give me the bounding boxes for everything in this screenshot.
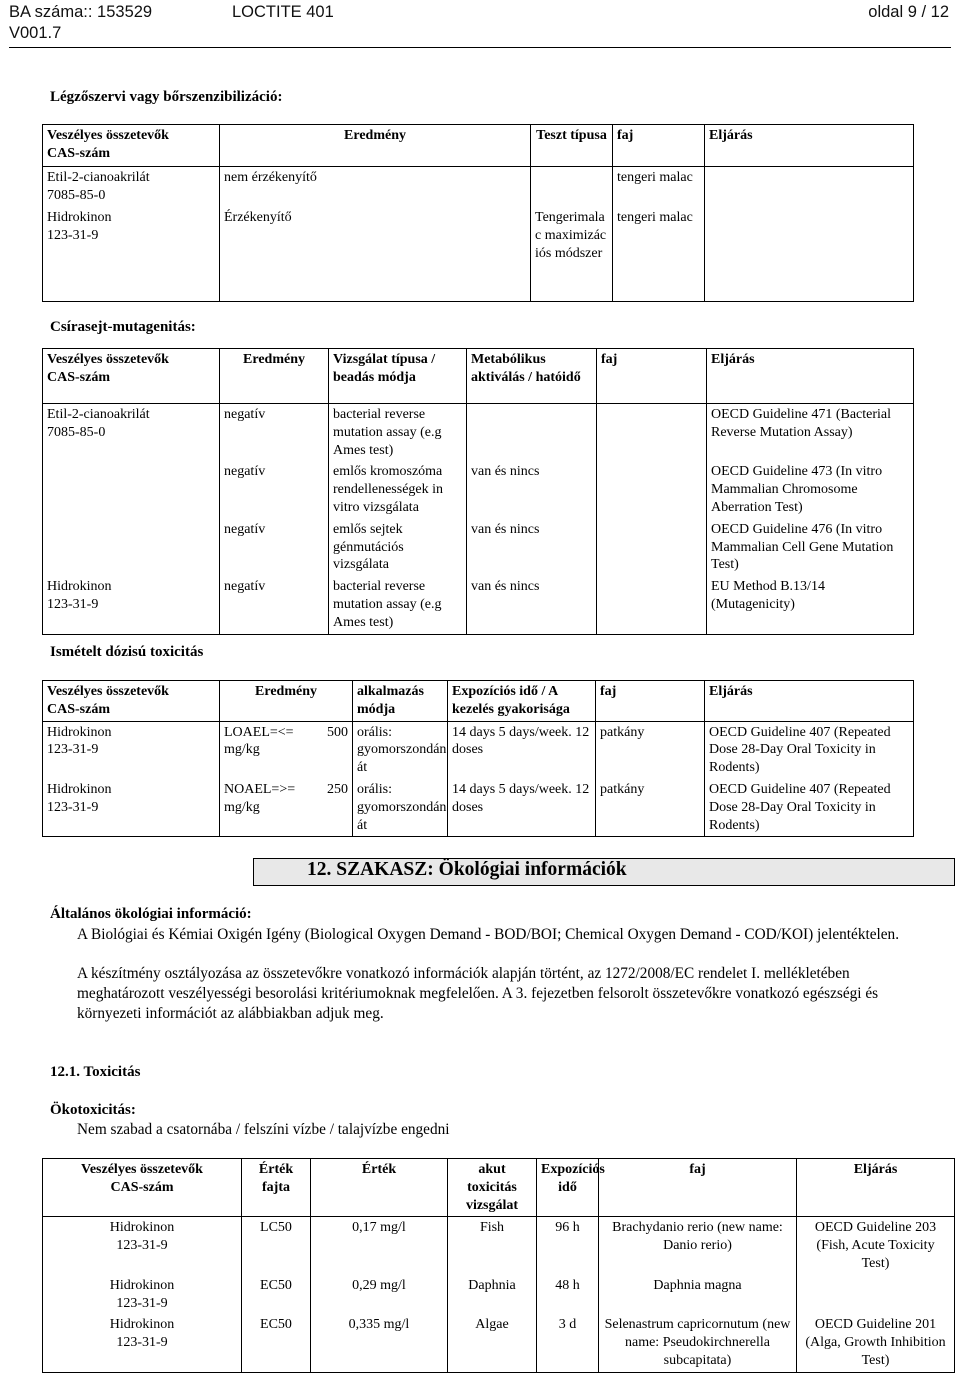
table-cell: 123-31-9 (47, 799, 99, 815)
sensitization-table (42, 124, 914, 302)
table-cell: patkány (596, 721, 705, 779)
table-cell: 123-31-9 (116, 1335, 168, 1351)
table-cell: OECD Guideline 471 (Bacterial Reverse Mutation Assay) (707, 404, 914, 462)
table-cell: OECD Guideline 201 (Alga, Growth Inhibition Test) (797, 1314, 955, 1372)
table-cell: tengeri malac (613, 207, 705, 302)
table-cell (705, 207, 914, 302)
page-number: oldal 9 / 12 (868, 3, 949, 21)
table-cell: Selenastrum capricornutum (new name: Pseudokirchnerella subcapitata) (599, 1314, 797, 1372)
table-cell: Hidrokinon (109, 1317, 175, 1333)
table-cell: 123-31-9 (47, 227, 99, 243)
doc-number: BA száma:: 153529 (9, 3, 153, 21)
table-cell: Algae (448, 1314, 537, 1372)
repeated-dose-title: Ismételt dózisú toxicitás (50, 644, 204, 660)
sensitization-title: Légzőszervi vagy bőrszenzibilizáció: (50, 89, 283, 105)
table-cell: LC50 (242, 1217, 311, 1275)
ecotoxicity-title: Ökotoxicitás: (50, 1102, 136, 1118)
table-cell: orális: gyomorszondán át (353, 721, 448, 779)
table-cell: OECD Guideline 203 (Fish, Acute Toxicity Test) (797, 1217, 955, 1275)
table-cell: Hidrokinon (109, 1220, 175, 1236)
table-cell (531, 167, 613, 208)
table-cell: EC50 (242, 1314, 311, 1372)
table-cell: Brachydanio rerio (new name: Danio rerio) (599, 1217, 797, 1275)
table-cell: 0,17 mg/l (311, 1217, 448, 1275)
table-header-row (43, 125, 914, 167)
table-cell: OECD Guideline 407 (Repeated Dose 28-Day Oral Toxicity in Rodents) (705, 721, 914, 779)
table-cell: OECD Guideline 407 (Repeated Dose 28-Day Oral Toxicity in Rodents) (705, 779, 914, 837)
toxicity-title: 12.1. Toxicitás (50, 1064, 141, 1080)
table-cell: 7085-85-0 (47, 187, 106, 203)
table-cell (43, 404, 220, 577)
table-cell: Etil-2-cianoakrilát (47, 170, 150, 185)
table-cell: CAS-szám (110, 1179, 174, 1195)
table-cell: bacterial reverse mutation assay (e.g Ames test) (329, 576, 467, 634)
table-cell: Érzékenyítő (220, 207, 531, 302)
table-cell (43, 681, 220, 722)
table-cell: Expozíciós idő (537, 1159, 599, 1217)
table-cell: orális: gyomorszondán át (353, 779, 448, 837)
mutagenicity-table (42, 348, 914, 635)
table-cell (43, 207, 220, 302)
table-cell: Vizsgálat típusa / beadás módja (329, 349, 467, 404)
table-row (43, 1217, 955, 1275)
table-row (43, 779, 914, 837)
table-cell (220, 721, 353, 779)
table-cell: 0,29 mg/l (311, 1275, 448, 1315)
table-cell: Veszélyes összetevők (47, 684, 169, 699)
table-cell: EC50 (242, 1275, 311, 1315)
table-cell: Tengerimalac maximizációs módszer (531, 207, 613, 302)
table-cell: negatív (220, 576, 329, 634)
table-cell: negatív (220, 519, 329, 576)
table-cell (597, 404, 707, 462)
eco-paragraph-1: A Biológiai és Kémiai Oxigén Igény (Biological Oxygen Demand - BOD/BOI; Chemical Oxygen Demand - COD/KOI) jelentéktelen. (77, 926, 900, 943)
page-header (9, 0, 949, 46)
product-name: LOCTITE 401 (232, 3, 334, 21)
ecotoxicity-text: Nem szabad a csatornába / felszíni vízbe / talajvízbe engedni (77, 1121, 450, 1138)
table-row (43, 404, 914, 462)
table-cell: Érték fajta (242, 1159, 311, 1217)
table-cell: OECD Guideline 473 (In vitro Mammalian Chromosome Aberration Test) (707, 461, 914, 518)
table-cell: NOAEL=>= (224, 781, 296, 797)
table-header-row (43, 1159, 955, 1217)
table-cell: OECD Guideline 476 (In vitro Mammalian Cell Gene Mutation Test) (707, 519, 914, 576)
table-cell (613, 167, 705, 208)
table-cell: 123-31-9 (47, 742, 99, 758)
table-cell (43, 125, 220, 167)
table-cell: Expozíciós idő / A kezelés gyakorisága (448, 681, 596, 722)
table-cell: patkány (596, 779, 705, 837)
table-cell: negatív (220, 404, 329, 462)
table-cell: Veszélyes összetevők (47, 352, 169, 367)
section-12-title: 12. SZAKASZ: Ökológiai információk (307, 859, 627, 880)
table-row (43, 1314, 955, 1372)
table-cell: Hidrokinon (47, 579, 112, 595)
table-cell: Hidrokinon (47, 724, 112, 740)
table-cell: 96 h (537, 1217, 599, 1275)
table-row (43, 207, 914, 302)
version: V001.7 (9, 24, 62, 42)
header-species: faj (613, 125, 705, 167)
table-cell: mg/kg (224, 799, 260, 815)
table-cell (43, 1159, 242, 1217)
table-cell: Fish (448, 1217, 537, 1275)
table-cell: Veszélyes összetevők (81, 1162, 203, 1177)
table-cell (43, 167, 220, 208)
table-cell: faj (596, 681, 705, 722)
table-cell: bacterial reverse mutation assay (e.g Ames test) (329, 404, 467, 462)
table-cell: CAS-szám (47, 369, 110, 385)
table-cell: van és nincs (467, 461, 597, 518)
table-cell (43, 721, 220, 779)
table-cell: Hidrokinon (47, 210, 112, 225)
table-row (43, 576, 914, 634)
table-cell: 14 days 5 days/week. 12 doses (448, 779, 596, 837)
table-cell: Metabólikus aktiválás / hatóidő (467, 349, 597, 404)
table-row (43, 1275, 955, 1315)
table-cell: emlős kromoszóma rendellenességek in vitro vizsgálata (329, 461, 467, 518)
table-cell: Érték (311, 1159, 448, 1217)
table-cell: Eljárás (797, 1159, 955, 1217)
table-cell (224, 724, 348, 742)
table-cell (467, 404, 597, 462)
table-row (43, 721, 914, 779)
header-method: Eljárás (705, 125, 914, 167)
table-cell: CAS-szám (47, 701, 110, 717)
table-cell: emlős sejtek génmutációs vizsgálata (329, 519, 467, 576)
header-result: Eredmény (220, 125, 531, 167)
table-cell: Eljárás (705, 681, 914, 722)
table-cell (797, 1275, 955, 1315)
table-cell: Hidrokinon (109, 1277, 175, 1293)
table-cell: Hidrokinon (47, 781, 112, 797)
table-header-row (43, 681, 914, 722)
eco-general-title: Általános ökológiai információ: (50, 906, 252, 922)
table-cell: faj (597, 349, 707, 404)
table-cell (597, 461, 707, 518)
table-cell: Daphnia (448, 1275, 537, 1315)
table-cell: Eljárás (707, 349, 914, 404)
header-component: Veszélyes összetevők (47, 128, 169, 143)
table-cell (43, 1217, 242, 1275)
eco-paragraph-2: A készítmény osztályozása az összetevőkre vonatkozó információk alapján történt, az 1272/2008/EC rendelet I. mellékletében meghatározott veszélyességi besorolási kritériumoknak megfelelően. A 3. fejezetben felsorolt összetevőkre vonatkozó egészségi és környezeti információt az alábbiakban adjuk meg. (77, 965, 879, 1022)
ecotoxicity-table (42, 1158, 955, 1373)
table-cell: 48 h (537, 1275, 599, 1315)
table-cell: Etil-2-cianoakrilát (47, 407, 150, 422)
table-cell: Daphnia magna (599, 1275, 797, 1315)
table-cell: 250 (327, 781, 348, 797)
table-cell (597, 519, 707, 576)
table-cell: EU Method B.13/14 (Mutagenicity) (707, 576, 914, 634)
header-divider (9, 47, 951, 48)
table-cell (43, 349, 220, 404)
table-cell: tengeri malac (617, 170, 693, 185)
table-cell: negatív (220, 461, 329, 518)
table-cell (43, 1314, 242, 1372)
table-cell: 0,335 mg/l (311, 1314, 448, 1372)
header-test-type: Teszt típusa (531, 125, 613, 167)
table-cell: 14 days 5 days/week. 12 doses (448, 721, 596, 779)
table-cell (224, 781, 348, 799)
section-12-banner (253, 858, 955, 886)
table-cell (705, 167, 914, 208)
table-cell (43, 779, 220, 837)
table-header-row (43, 349, 914, 404)
table-cell: van és nincs (467, 519, 597, 576)
table-cell (220, 779, 353, 837)
table-cell: Eredmény (220, 681, 353, 722)
table-cell: mg/kg (224, 742, 260, 758)
table-cell: LOAEL=<= (224, 724, 294, 740)
table-cell: 500 (327, 724, 348, 740)
table-cell: faj (599, 1159, 797, 1217)
header-cas: CAS-szám (47, 145, 110, 161)
table-cell: 7085-85-0 (47, 424, 106, 440)
table-cell: Eredmény (220, 349, 329, 404)
table-cell (597, 576, 707, 634)
table-cell: 123-31-9 (116, 1238, 168, 1254)
table-cell (43, 1275, 242, 1315)
table-cell: van és nincs (467, 576, 597, 634)
table-cell: 123-31-9 (116, 1295, 168, 1311)
table-cell: 123-31-9 (47, 596, 99, 612)
repeated-dose-table (42, 680, 914, 837)
table-cell: akut toxicitás vizsgálat (448, 1159, 537, 1217)
table-cell: 3 d (537, 1314, 599, 1372)
table-cell: alkalmazás módja (353, 681, 448, 722)
table-cell (43, 576, 220, 634)
table-cell: nem érzékenyítő (220, 167, 531, 208)
mutagenicity-title: Csírasejt-mutagenitás: (50, 319, 196, 335)
table-row (43, 167, 914, 208)
